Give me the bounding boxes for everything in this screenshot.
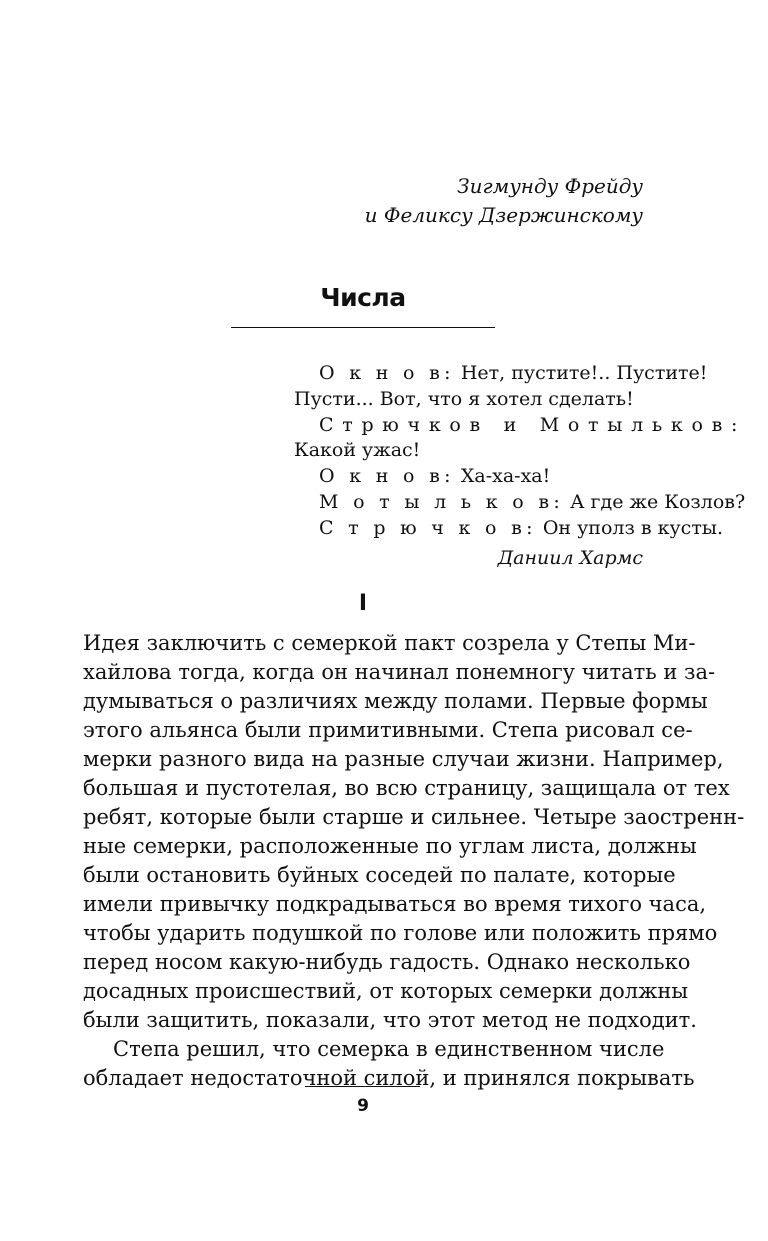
text-line: ребят, которые были старше и сильнее. Четыре заостренн- [83,805,745,829]
epigraph-line [294,490,746,516]
epigraph-speaker: Стрючков и Мотыльков: [319,413,747,436]
epigraph-speaker: М о т ы л ь к о в: [319,490,565,513]
epigraph [294,361,747,571]
dedication [365,172,643,230]
text-line: хайлова тогда, когда он начинал понемногу читать и за- [83,660,716,684]
footer-divider [305,1086,420,1087]
text-line: Идея заключить с семеркой пакт созрела у Степы Ми- [83,631,696,655]
page-number: 9 [357,1096,369,1116]
epigraph-text: Какой ужас! [294,439,421,462]
text-line: мерки разного вида на разные случаи жизни. Например, [83,747,724,771]
epigraph-line [294,361,708,387]
text-line: перед носом какую-нибудь гадость. Однако несколько [83,950,691,974]
epigraph-text: Ха-ха-ха! [454,465,551,488]
epigraph-speaker: О к н о в: [319,465,455,488]
text-line: досадных происшествий, от которых семерки должны [83,979,689,1003]
text-line: думываться о различиях между полами. Первые формы [83,689,708,713]
text-line: обладает недостаточной силой, и принялся покрывать [83,1066,695,1090]
chapter-number: I [358,591,368,616]
paragraph-2 [83,1035,695,1093]
text-line: большая и пустотелая, во всю страницу, защищала от тех [83,776,730,800]
text-line: чтобы ударить подушкой по голове или положить прямо [83,921,718,945]
epigraph-speaker: С т р ю ч к о в: [319,516,537,539]
epigraph-line [294,413,747,439]
paragraph-1 [83,629,745,1035]
epigraph-line [294,387,643,413]
body-text [83,629,745,1093]
text-line: были защитить, показали, что этот метод не подходит. [83,1008,697,1032]
chapter-title: Числа [320,283,406,312]
epigraph-text: Пусти... Вот, что я хотел сделать! [294,387,634,410]
text-line: этого альянса были примитивными. Степа рисовал се- [83,718,693,742]
text-line: ные семерки, расположенные по углам листа, должны [83,834,697,858]
title-divider [231,327,495,328]
epigraph-line [294,464,643,490]
epigraph-text: Нет, пустите!.. Пустите! [454,362,708,384]
text-line: были остановить буйных соседей по палате, которые [83,863,676,887]
epigraph-text: Он уполз в кусты. [536,516,723,539]
dedication-line-1: Зигмунду Фрейду [457,174,643,198]
epigraph-author: Даниил Хармс [497,546,643,569]
epigraph-text: А где же Козлов? [564,490,746,513]
epigraph-line [294,516,723,542]
dedication-line-2: и Феликсу Дзержинскому [364,203,643,227]
epigraph-line [294,438,643,464]
text-line: имели привычку подкрадываться во время тихого часа, [83,892,707,916]
epigraph-speaker: О к н о в: [319,362,455,384]
text-line: Степа решил, что семерка в единственном числе [113,1037,665,1061]
